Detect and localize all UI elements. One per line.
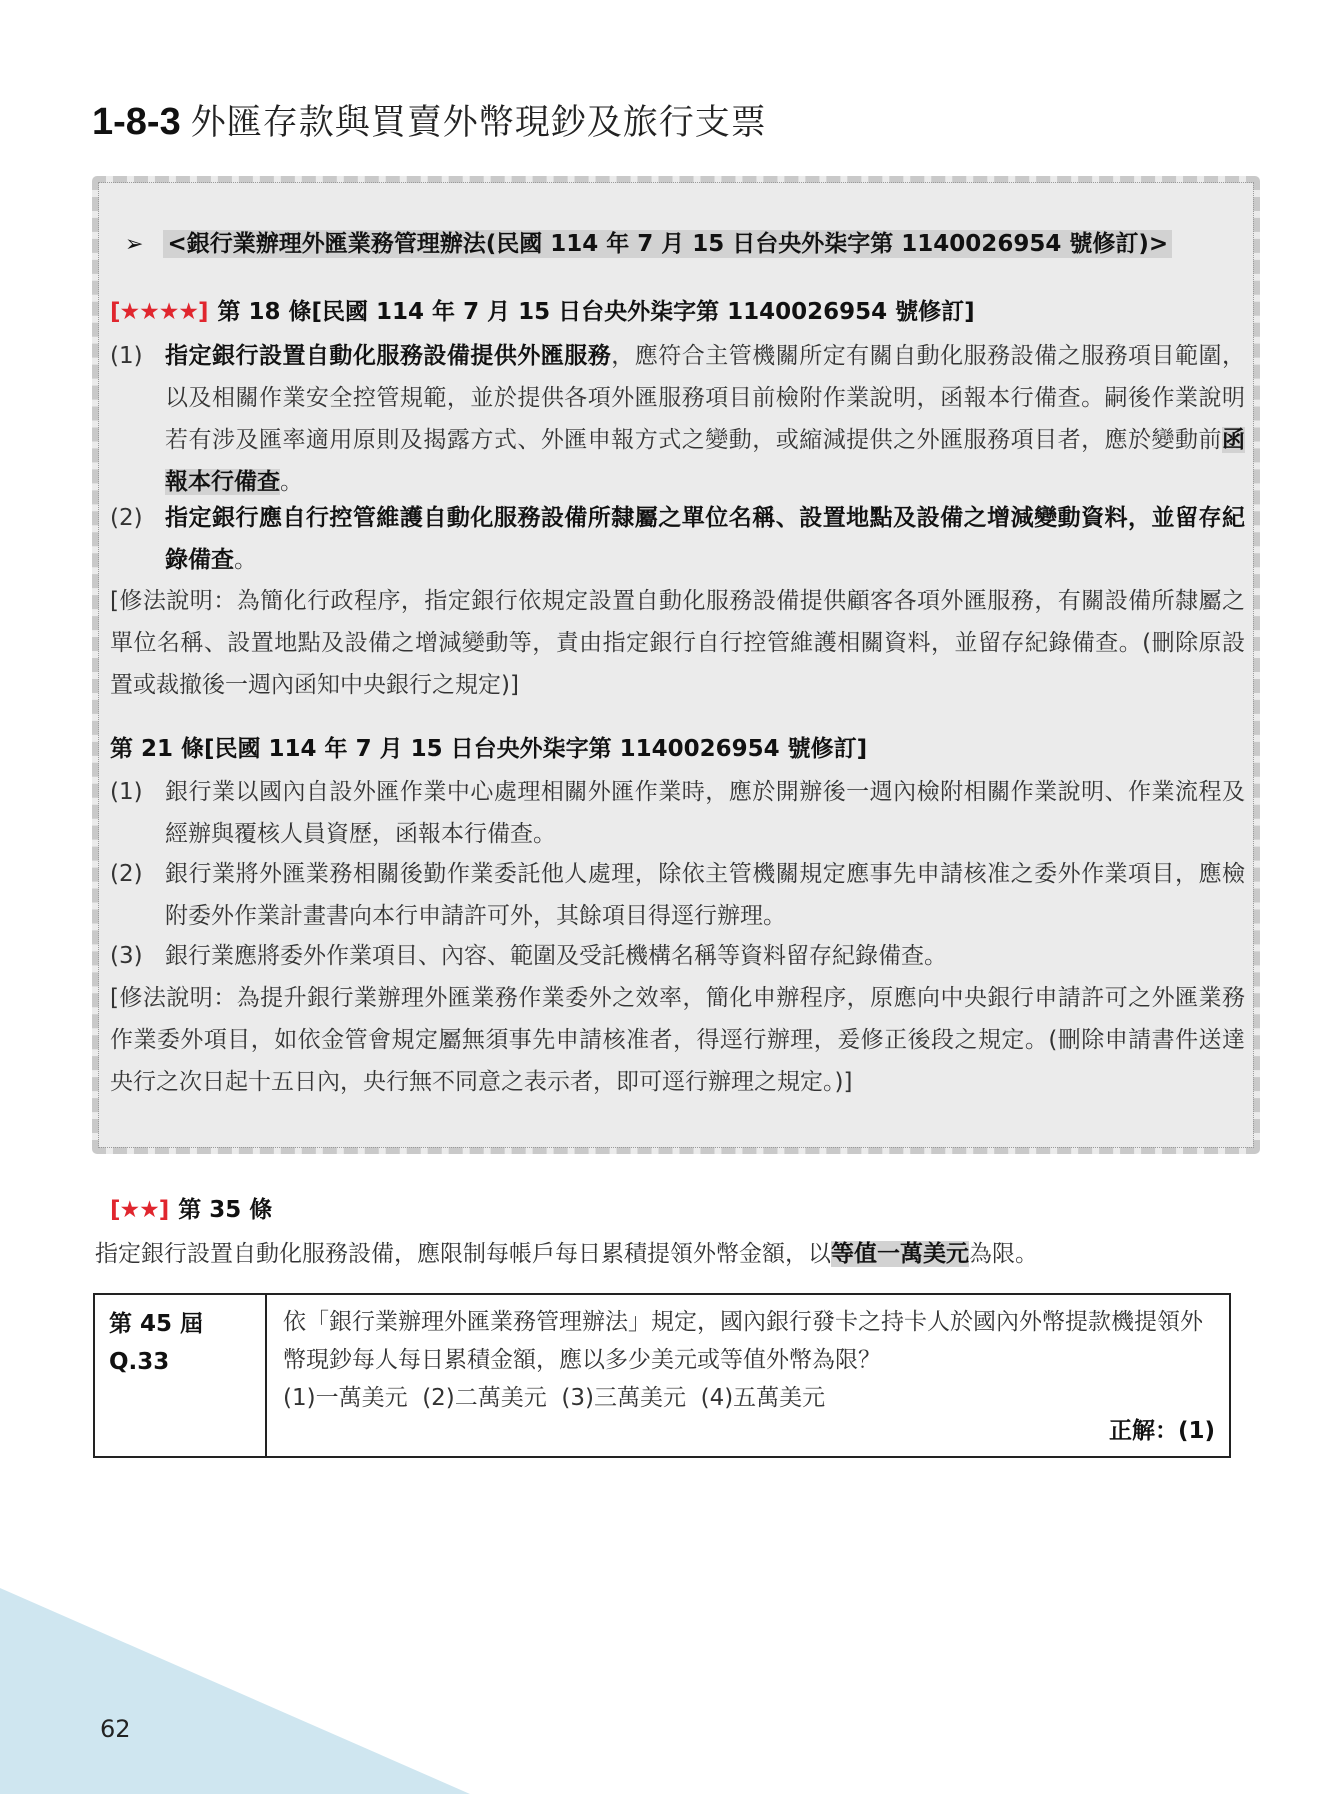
rule-text: 指定銀行設置自動化服務設備，應限制每帳戶每日累積提領外幣金額，以 xyxy=(95,1241,831,1267)
article-18-title xyxy=(110,294,975,330)
article-18-note: [修法說明：為簡化行政程序，指定銀行依規定設置自動化服務設備提供顧客各項外匯服務，有關設備所隸屬之單位名稱、設置地點及設備之增減變動等，責由指定銀行自行控管維護相關資料，並留存紀錄備查。(刪除原設置或裁撤後一週內函知中央銀行之規定)] xyxy=(110,588,1245,698)
item-body: 銀行業以國內自設外匯作業中心處理相關外匯作業時，應於開辦後一週內檢附相關作業說明、作業流程及經辦與覆核人員資歷，函報本行備查。 xyxy=(165,779,1245,847)
item-body xyxy=(165,335,1245,503)
item-number: (2) xyxy=(110,505,143,531)
article-18-item-1 xyxy=(110,335,1245,503)
item-bold-text: 指定銀行應自行控管維護自動化服務設備所隸屬之單位名稱、設置地點及設備之增減變動資料，並留存紀錄備查 xyxy=(165,505,1245,573)
item-body: 銀行業將外匯業務相關後勤作業委託他人處理，除依主管機關規定應事先申請核准之委外作業項目，應檢附委外作業計畫書向本行申請許可外，其餘項目得逕行辦理。 xyxy=(165,861,1245,929)
law-name xyxy=(125,226,1172,263)
item-text: 。 xyxy=(234,547,257,573)
exam-question-number: Q.33 xyxy=(109,1349,170,1375)
item-text: ，應符合主管機關所定有關自動化服務設備之服務項目範圍，以及相關作業安全控管規範，並於提供各項外匯服務項目前檢附作業說明，函報本行備查。嗣後作業說明若有涉及匯率適用原則及揭露方式、外匯申報方式之變動，或縮減提供之外匯服務項目者，應於變動前 xyxy=(165,343,1246,453)
section-heading xyxy=(92,96,767,149)
section-number: 1-8-3 xyxy=(92,101,181,143)
article-35-heading: 第 35 條 xyxy=(178,1197,273,1223)
item-body xyxy=(165,497,1245,581)
article-18-item-2 xyxy=(110,497,1245,581)
arrow-bullet-icon: ➢ xyxy=(125,232,144,257)
importance-stars: [★★] xyxy=(110,1197,169,1223)
exam-session: 第 45 屆 xyxy=(109,1311,204,1337)
exam-options: (1)一萬美元 (2)二萬美元 (3)三萬美元 (4)五萬美元 xyxy=(283,1385,826,1411)
article-21-item-2 xyxy=(110,853,1245,937)
exam-question-cell xyxy=(269,1295,1229,1456)
article-35-rule xyxy=(95,1235,1038,1273)
article-21-title: 第 21 條[民國 114 年 7 月 15 日台央外柒字第 1140026954 號修訂] xyxy=(110,736,868,762)
item-number: (1) xyxy=(110,343,143,369)
exam-meta-cell xyxy=(95,1295,267,1456)
article-21-note: [修法說明：為提升銀行業辦理外匯業務作業委外之效率，簡化申辦程序，原應向中央銀行申請許可之外匯業務作業委外項目，如依金管會規定屬無須事先申請核准者，得逕行辦理，爰修正後段之規定。(刪除申請書件送達央行之次日起十五日內，央行無不同意之表示者，即可逕行辦理之規定。)] xyxy=(110,985,1245,1095)
item-bold-text: 指定銀行設置自動化服務設備提供外匯服務 xyxy=(165,343,612,369)
rule-text-end: 為限。 xyxy=(969,1241,1038,1267)
law-name-text: <銀行業辦理外匯業務管理辦法(民國 114 年 7 月 15 日台央外柒字第 1140026954 號修訂)> xyxy=(163,230,1172,258)
exam-answer: 正解：(1) xyxy=(1108,1418,1215,1444)
section-title: 外匯存款與買賣外幣現鈔及旅行支票 xyxy=(190,103,767,143)
exam-question-text: 依「銀行業辦理外匯業務管理辦法」規定，國內銀行發卡之持卡人於國內外幣提款機提領外幣現鈔每人每日累積金額，應以多少美元或等值外幣為限？ xyxy=(283,1309,1203,1373)
item-number: (3) xyxy=(110,943,143,969)
item-number: (2) xyxy=(110,861,143,887)
highlight-text: 函報本行備查 xyxy=(165,427,1245,495)
article-18-heading: 第 18 條[民國 114 年 7 月 15 日台央外柒字第 1140026954 號修訂] xyxy=(217,299,975,325)
article-35-title xyxy=(110,1192,272,1228)
highlight-text: 等值一萬美元 xyxy=(831,1241,969,1267)
item-number: (1) xyxy=(110,779,143,805)
item-tail: 。 xyxy=(280,469,303,495)
page-number: 62 xyxy=(100,1715,131,1743)
item-body: 銀行業應將委外作業項目、內容、範圍及受託機構名稱等資料留存紀錄備查。 xyxy=(165,943,947,969)
corner-decoration xyxy=(0,1588,470,1794)
importance-stars: [★★★★] xyxy=(110,299,208,325)
exam-question-table xyxy=(93,1293,1231,1458)
article-21-item-1 xyxy=(110,771,1245,855)
article-21-item-3 xyxy=(110,935,1245,977)
